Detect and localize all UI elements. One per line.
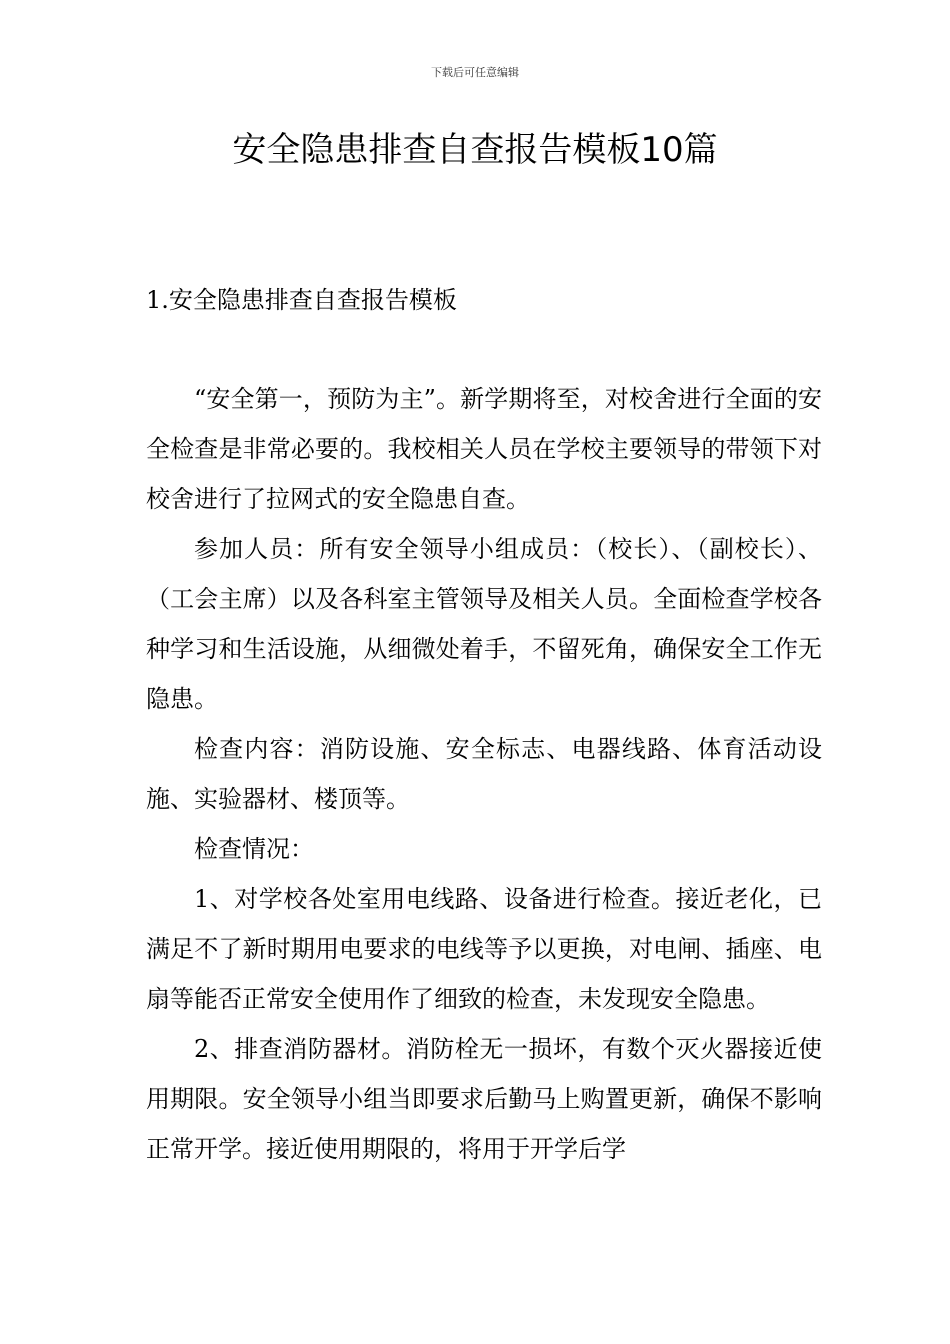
document-title: 安全隐患排查自查报告模板10篇 bbox=[232, 130, 718, 170]
paragraph-item-2: 2、排查消防器材。消防栓无一损坏，有数个灭火器接近使用期限。安全领导小组当即要求后勤马上购置更新，确保不影响正常开学。接近使用期限的，将用于开学后学 bbox=[146, 1035, 822, 1163]
document-body bbox=[146, 374, 822, 1174]
header-note: 下载后可任意编辑 bbox=[431, 66, 519, 79]
paragraph-item-1: 1、对学校各处室用电线路、设备进行检查。接近老化，已满足不了新时期用电要求的电线等予以更换，对电闸、插座、电扇等能否正常安全使用作了细致的检查，未发现安全隐患。 bbox=[146, 885, 822, 1013]
paragraph-inspection-content: 检查内容：消防设施、安全标志、电器线路、体育活动设施、实验器材、楼顶等。 bbox=[146, 735, 822, 813]
paragraph-intro: “安全第一，预防为主”。新学期将至，对校舍进行全面的安全检查是非常必要的。我校相关人员在学校主要领导的带领下对校舍进行了拉网式的安全隐患自查。 bbox=[146, 385, 822, 513]
section-heading: 1.安全隐患排查自查报告模板 bbox=[146, 286, 457, 314]
paragraph-participants: 参加人员：所有安全领导小组成员：（校长）、（副校长）、（工会主席）以及各科室主管领导及相关人员。全面检查学校各种学习和生活设施，从细微处着手，不留死角，确保安全工作无隐患。 bbox=[146, 535, 822, 713]
paragraph-inspection-status: 检查情况： bbox=[194, 835, 314, 863]
